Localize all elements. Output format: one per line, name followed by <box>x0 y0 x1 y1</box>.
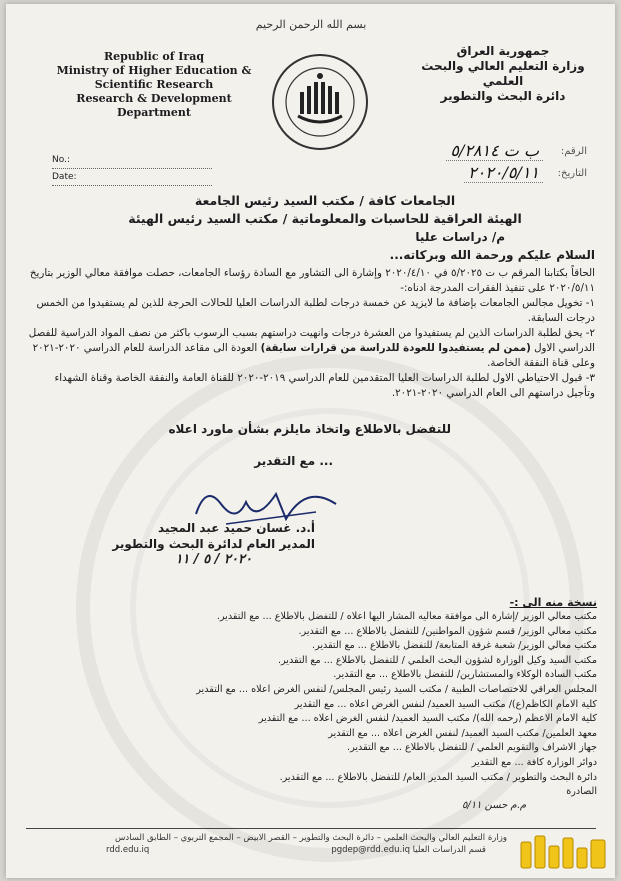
item-2 <box>27 326 595 371</box>
greeting: السلام عليكم ورحمة الله وبركاته... <box>389 248 595 262</box>
cc-title: نسخة منه الى :- <box>509 596 597 609</box>
signer-date: ٢٠٢٠ / ٥ / ١١ <box>175 552 252 567</box>
item-3: ٣- قبول الاحتياطي الاول لطلبة الدراسات العليا المتقدمين للعام الدراسي ٢٠١٩-٢٠٢٠ للقناة العامة والنفقة الخاصة وقناة الشهداء وتأجيل دراستهم الى العام الدراسي ٢٠٢٠-٢٠٢١. <box>54 372 595 399</box>
ref-number-value: ب ت ٥/٢٨١٤ <box>446 141 543 161</box>
addressee-line: الجامعات كافة / مكتب السيد رئيس الجامعة <box>194 193 456 208</box>
addressee-line: الهيئة العراقية للحاسبات والمعلوماتية / مكتب السيد رئيس الهيئة <box>128 211 522 226</box>
ref-number-label: الرقم: <box>560 145 587 157</box>
closing-line: للتفضل بالاطلاع واتخاذ مايلزم بشأن ماورد اعلاه <box>168 422 451 436</box>
ref-date-value: ٢٠٢٠/٥/١١ <box>464 163 543 183</box>
reference-block <box>367 140 587 184</box>
cc-item: معهد العلمين/ مكتب السيد العميد/ لنفس الغرض اعلاه ... مع التقدير <box>328 727 597 739</box>
regards-line: ... مع التقدير <box>254 454 333 468</box>
intro-paragraph: الحاقاً بكتابنا المرقم ب ت ٥/٢٠٢٥ في ٢٠٢٠/٤/١٠ وإشارة الى التشاور مع السادة رؤساء الجامعات، حصلت موافقة معالي الوزير بتاريخ ٢٠٢٠/٥/١١ على تنفيذ الفقرات المدرجة ادناه:- <box>29 267 595 294</box>
item-2-text-end: العودة الى مقاعد الدراسة للعام الدراسي ٢٠٢٠-٢٠٢١ وعلى قناة النفقة الخاصة. <box>32 342 595 369</box>
news-watermark-logo <box>511 830 615 874</box>
cc-item: الصادرة <box>566 786 597 798</box>
ministry-logo <box>270 52 370 152</box>
footer-email-label: قسم الدراسات العليا <box>412 845 486 855</box>
item-1: ١- تخويل مجالس الجامعات بإضافة ما لايزيد عن خمسة درجات لطلبة الدراسات العليا للحالات الحرجة للذين لم يستفيدوا من الخمس درجات السابقة. <box>36 297 595 324</box>
document-page <box>6 4 615 878</box>
no-label: No.: <box>52 152 212 169</box>
cc-item: مكتب معالي الوزير/ شعبة غرفة المتابعة/ للتفضل بالاطلاع ... مع التقدير. <box>312 640 597 652</box>
letter-body <box>27 248 595 401</box>
ref-date-label: التاريخ: <box>557 167 587 179</box>
cc-item: كلية الامام الكاظم(ع)/ مكتب السيد العميد/ لنفس الغرض اعلاه ... مع التقدير <box>294 698 597 710</box>
header-en-line: Scientific Research <box>94 78 214 91</box>
date-en-label: Date: <box>52 169 212 186</box>
header-en-line: Research & Development <box>76 92 232 105</box>
header-english <box>44 50 264 120</box>
signer-block <box>112 520 315 568</box>
cc-item: مكتب السيد وكيل الوزارة لشؤون البحث العلمي / للتفضل بالاطلاع ... مع التقدير. <box>277 654 597 666</box>
addressees <box>75 192 575 246</box>
signer-title: المدير العام لدائرة البحث والتطوير <box>112 537 315 551</box>
subject-line: م/ دراسات عليا <box>415 230 505 244</box>
header-en-line: Department <box>117 106 191 119</box>
footer-address: وزارة التعليم العالي والبحث العلمي – دائرة البحث والتطوير – القصر الابيض – المجمع التربوي – الطابق السادس <box>115 833 507 843</box>
typist-initials: م.م حسن ٥/١١ <box>462 800 527 811</box>
footer-divider <box>26 828 596 829</box>
item-2-text: ٢- يحق لطلبة الدراسات الذين لم يستفيدوا من العشرة درجات وانهيت دراستهم بسبب الرسوب باكثر من نصف المواد الدراسية للفصل الدراسي الاول <box>28 327 595 354</box>
header-ar-line: جمهورية العراق <box>456 44 550 58</box>
header-arabic <box>413 44 593 104</box>
header-ar-line: دائرة البحث والتطوير <box>440 89 566 103</box>
cc-list <box>97 610 597 800</box>
signer-name: أ.د. غسان حميد عبد المجيد <box>158 521 315 535</box>
cc-item: جهاز الاشراف والتقويم العلمي / للتفضل بالاطلاع ... مع التقدير. <box>347 742 597 754</box>
footer-website: rdd.edu.iq <box>106 845 150 855</box>
cc-item: مكتب السادة الوكلاء والمستشارين/ للتفضل بالاطلاع ... مع التقدير. <box>333 669 597 681</box>
bismillah: بسم الله الرحمن الرحيم <box>255 18 367 31</box>
number-date-en <box>52 152 212 186</box>
cc-item: مكتب معالي الوزير/ قسم شؤون المواطنين/ للتفضل بالاطلاع ... مع التقدير. <box>298 625 597 637</box>
header-en-line: Ministry of Higher Education & <box>56 64 252 77</box>
cc-item: دائرة البحث والتطوير / مكتب السيد المدير العام/ للتفضل بالاطلاع ... مع التقدير. <box>279 771 597 783</box>
cc-item: المجلس العراقي للاختصاصات الطبية / مكتب السيد رئيس المجلس/ لنفس الغرض اعلاه ... مع التقدير <box>196 683 597 695</box>
header-ar-line: وزارة التعليم العالي والبحث العلمي <box>421 59 585 88</box>
footer <box>76 832 546 856</box>
cc-item: كلية الامام الاعظم (رحمه الله)/ مكتب السيد العميد/ لنفس الغرض اعلاه ... مع التقدير <box>258 713 597 725</box>
cc-item: دوائر الوزارة كافة ... مع التقدير <box>471 756 597 768</box>
footer-email: pgdep@rdd.edu.iq <box>331 845 410 855</box>
cc-item: مكتب معالي الوزير /إشارة الى موافقة معاليه المشار اليها اعلاه / للتفضل بالاطلاع ... مع التقدير. <box>216 611 597 622</box>
header-en-line: Republic of Iraq <box>103 50 205 63</box>
item-2-bold: (ممن لم يستفيدوا للعودة للدراسة من قرارات سابقة) <box>260 342 531 354</box>
